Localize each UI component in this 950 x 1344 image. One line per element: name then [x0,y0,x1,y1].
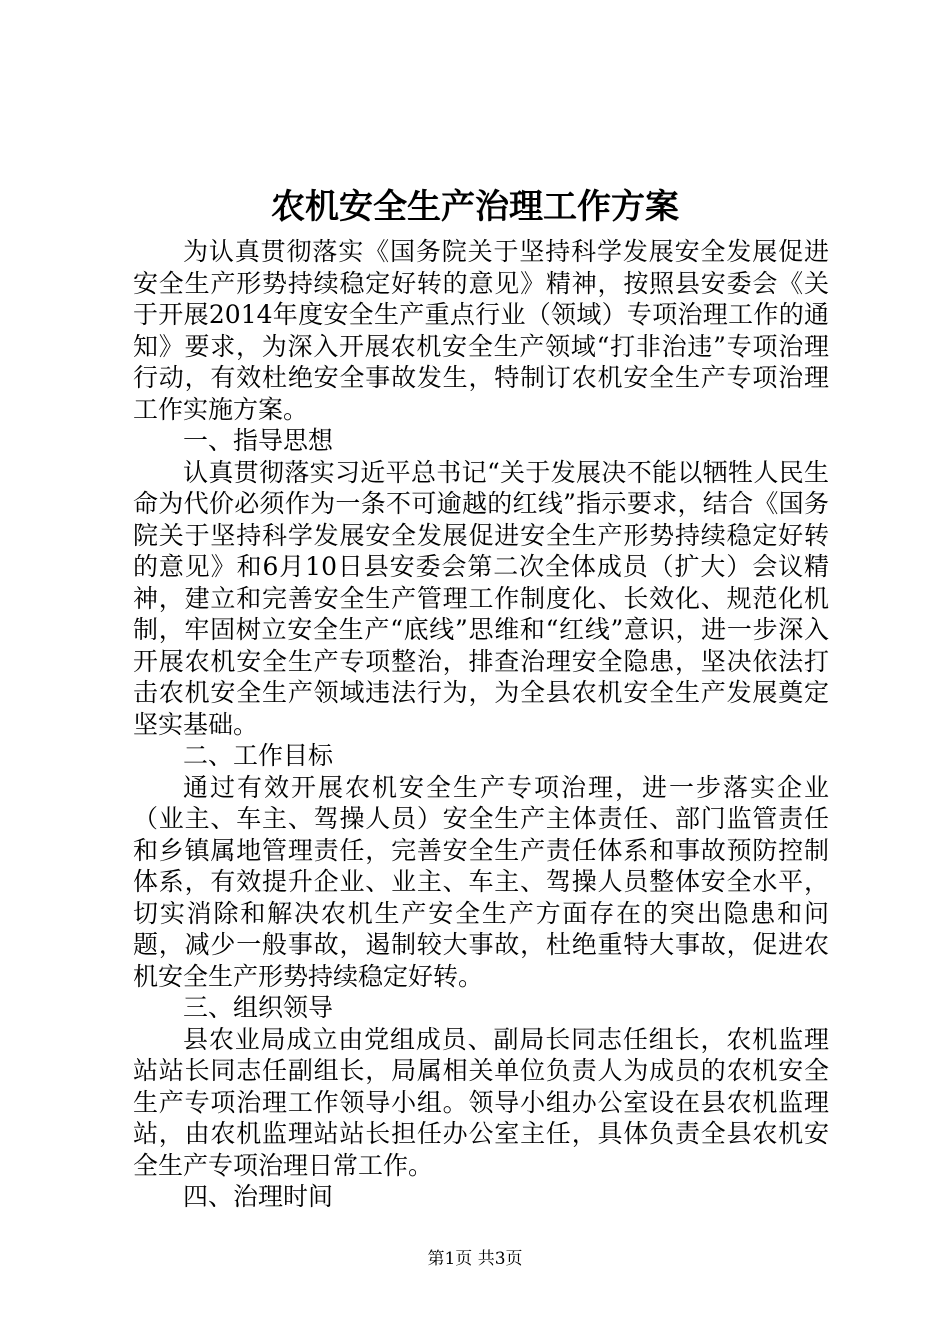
section-heading-organization: 三、组织领导 [183,993,334,1022]
section-paragraph-guiding-thought: 认真贯彻落实习近平总书记“关于发展决不能以牺牲人民生命为代价必须作为一条不可逾越的红线”指示要求，结合《国务院关于坚持科学发展安全发展促进安全生产形势持续稳定好转的意见》和6月10日县安委会第二次全体成员（扩大）会议精神，建立和完善安全生产管理工作制度化、长效化、规范化机制，牢固树立安全生产“底线”思维和“红线”意识，进一步深入开展农机安全生产专项整治，排查治理安全隐患，坚决依法打击农机安全生产领域违法行为，为全县农机安全生产发展奠定坚实基础。 [133,457,829,739]
document-body [133,236,829,1213]
document-title: 农机安全生产治理工作方案 [271,187,679,227]
section-heading-work-goals: 二、工作目标 [183,741,334,770]
section-paragraph-work-goals: 通过有效开展农机安全生产专项治理，进一步落实企业（业主、车主、驾操人员）安全生产主体责任、部门监管责任和乡镇属地管理责任，完善安全生产责任体系和事故预防控制体系，有效提升企业、业主、车主、驾操人员整体安全水平，切实消除和解决农机生产安全生产方面存在的突出隐患和问题，减少一般事故，遏制较大事故，杜绝重特大事故，促进农机安全生产形势持续稳定好转。 [133,772,829,991]
page-footer: 第1页 共3页 [427,1249,523,1269]
intro-paragraph: 为认真贯彻落实《国务院关于坚持科学发展安全发展促进安全生产形势持续稳定好转的意见》精神，按照县安委会《关于开展2014年度安全生产重点行业（领域）专项治理工作的通知》要求，为深入开展农机安全生产领域“打非治违”专项治理行动，有效杜绝安全事故发生，特制订农机安全生产专项治理工作实施方案。 [133,237,829,424]
section-paragraph-organization: 县农业局成立由党组成员、副局长同志任组长，农机监理站站长同志任副组长，局属相关单位负责人为成员的农机安全生产专项治理工作领导小组。领导小组办公室设在县农机监理站，由农机监理站站长担任办公室主任，具体负责全县农机安全生产专项治理日常工作。 [133,1024,829,1180]
section-heading-schedule: 四、治理时间 [183,1182,334,1211]
section-heading-guiding-thought: 一、指导思想 [183,426,334,455]
